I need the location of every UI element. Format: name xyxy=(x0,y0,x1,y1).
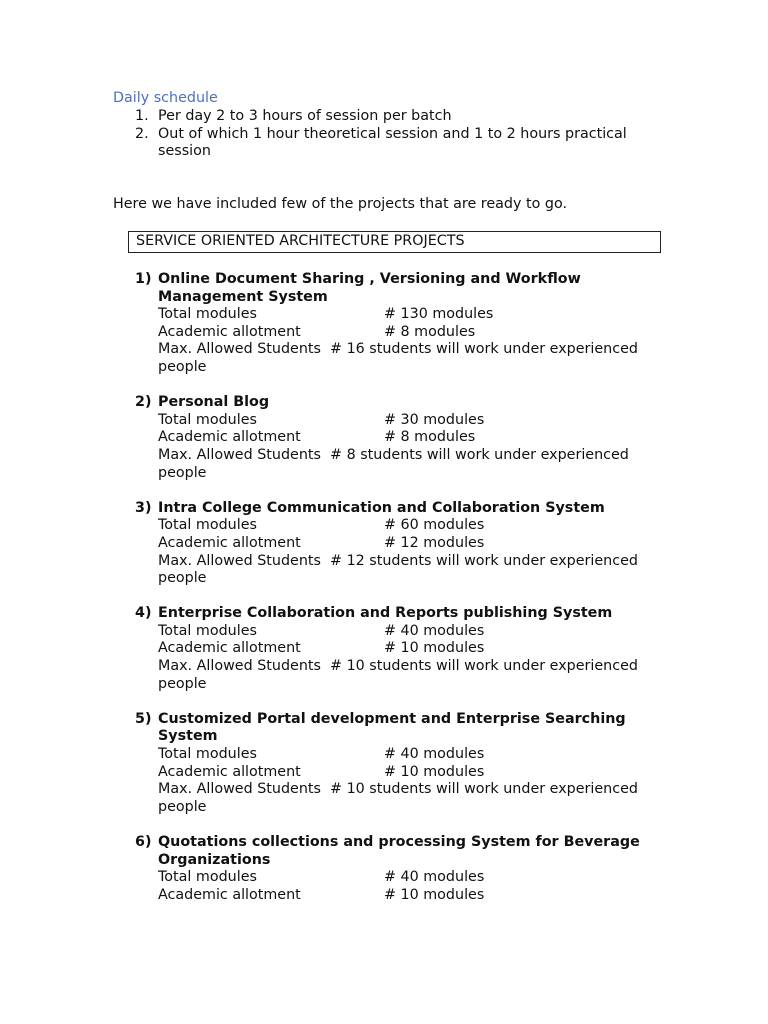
max-students-text: Max. Allowed Students # 16 students will work under experienced people xyxy=(158,341,643,375)
max-students-text: Max. Allowed Students # 12 students will work under experienced people xyxy=(158,552,643,587)
academic-allotment-row xyxy=(158,640,675,658)
total-modules-value: # 40 modules xyxy=(384,622,485,639)
total-modules-label: Total modules xyxy=(158,411,257,428)
total-modules-label: Total modules xyxy=(158,746,257,763)
total-modules-value: # 60 modules xyxy=(384,517,485,534)
max-students-text: Max. Allowed Students # 8 students will work under experienced people xyxy=(158,446,634,481)
academic-allotment-value: # 12 modules xyxy=(384,534,485,551)
project-title: Online Document Sharing , Versioning and Workflow Management System xyxy=(158,271,581,305)
academic-allotment-label: Academic allotment xyxy=(158,763,301,780)
academic-allotment-row xyxy=(158,429,675,447)
project-details xyxy=(135,869,675,904)
project-number: 4) xyxy=(135,605,152,622)
project-list xyxy=(135,271,675,922)
project-item xyxy=(135,271,675,377)
academic-allotment-row xyxy=(158,324,675,342)
academic-allotment-label: Academic allotment xyxy=(158,429,301,446)
schedule-item-text: Out of which 1 hour theoretical session and 1 to 2 hours practical session xyxy=(158,125,627,160)
max-students-text: Max. Allowed Students # 10 students will work under experienced people xyxy=(158,658,643,692)
project-heading xyxy=(135,834,675,869)
project-details xyxy=(135,623,675,693)
schedule-item-text: Per day 2 to 3 hours of session per batch xyxy=(158,108,452,124)
project-details xyxy=(135,517,675,587)
academic-allotment-label: Academic allotment xyxy=(158,886,301,903)
section-title-box: SERVICE ORIENTED ARCHITECTURE PROJECTS xyxy=(128,231,661,253)
project-title: Personal Blog xyxy=(158,394,270,411)
total-modules-row xyxy=(158,412,675,430)
project-heading xyxy=(135,394,675,412)
total-modules-row xyxy=(158,306,675,324)
academic-allotment-value: # 10 modules xyxy=(384,886,485,903)
project-title: Enterprise Collaboration and Reports publishing System xyxy=(158,605,613,622)
project-item xyxy=(135,394,675,482)
max-students-text: Max. Allowed Students # 10 students will work under experienced people xyxy=(158,781,643,815)
academic-allotment-value: # 10 modules xyxy=(384,640,485,657)
academic-allotment-label: Academic allotment xyxy=(158,640,301,657)
project-details xyxy=(135,412,675,482)
project-heading xyxy=(135,271,675,306)
total-modules-value: # 130 modules xyxy=(384,306,494,323)
daily-schedule-heading: Daily schedule xyxy=(113,90,218,106)
total-modules-row xyxy=(158,623,675,641)
project-item xyxy=(135,605,675,693)
total-modules-value: # 40 modules xyxy=(384,746,485,763)
schedule-item xyxy=(135,108,675,126)
total-modules-row xyxy=(158,869,675,887)
project-item xyxy=(135,500,675,588)
academic-allotment-label: Academic allotment xyxy=(158,323,301,340)
schedule-item-number: 2. xyxy=(135,125,149,142)
total-modules-label: Total modules xyxy=(158,306,257,323)
project-heading xyxy=(135,711,675,746)
academic-allotment-value: # 10 modules xyxy=(384,763,485,780)
total-modules-label: Total modules xyxy=(158,869,257,886)
project-details xyxy=(135,306,675,376)
total-modules-value: # 40 modules xyxy=(384,869,485,886)
project-number: 6) xyxy=(135,834,152,850)
academic-allotment-value: # 8 modules xyxy=(384,323,476,340)
total-modules-label: Total modules xyxy=(158,622,257,639)
project-heading xyxy=(135,500,675,518)
academic-allotment-row xyxy=(158,764,675,782)
intro-paragraph: Here we have included few of the projects that are ready to go. xyxy=(113,196,567,212)
academic-allotment-label: Academic allotment xyxy=(158,534,301,551)
project-item xyxy=(135,711,675,817)
project-title: Customized Portal development and Enterprise Searching System xyxy=(158,710,626,745)
academic-allotment-row xyxy=(158,887,675,905)
total-modules-row xyxy=(158,746,675,764)
project-number: 2) xyxy=(135,394,152,411)
project-number: 5) xyxy=(135,710,152,727)
project-title: Intra College Communication and Collaboration System xyxy=(158,499,605,516)
project-heading xyxy=(135,605,675,623)
total-modules-label: Total modules xyxy=(158,517,257,534)
total-modules-row xyxy=(158,517,675,535)
project-number: 3) xyxy=(135,499,152,516)
schedule-item-number: 1. xyxy=(135,108,149,124)
project-number: 1) xyxy=(135,271,152,287)
project-details xyxy=(135,746,675,816)
academic-allotment-value: # 8 modules xyxy=(384,429,476,446)
schedule-list xyxy=(135,108,675,161)
project-item xyxy=(135,834,675,904)
schedule-item xyxy=(135,126,675,161)
academic-allotment-row xyxy=(158,535,675,553)
total-modules-value: # 30 modules xyxy=(384,411,485,428)
project-title: Quotations collections and processing System for Beverage Organizations xyxy=(158,834,640,868)
